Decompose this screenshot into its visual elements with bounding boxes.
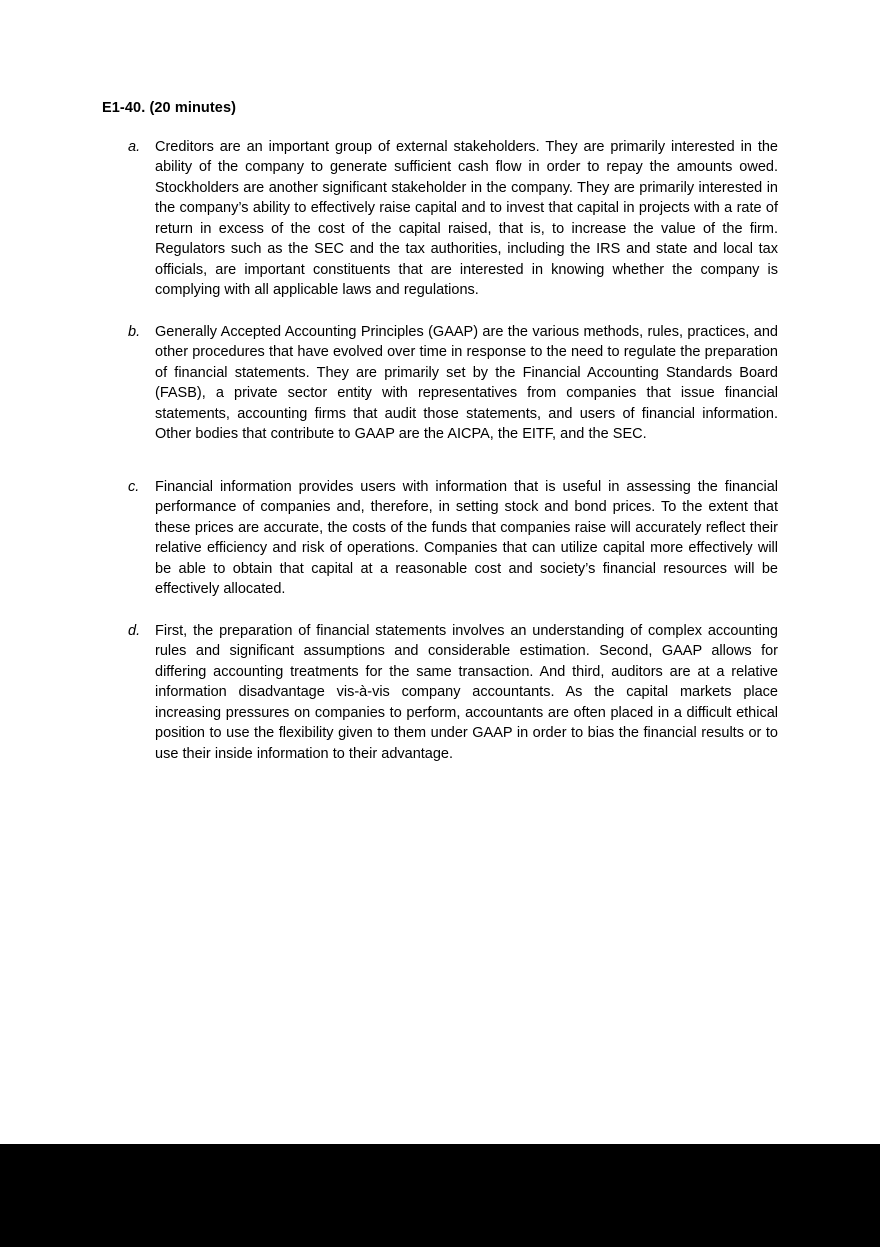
answer-item-d <box>128 621 778 765</box>
answer-text-c: Financial information provides users with information that is useful in assessing the financial performance of companies and, therefore, in setting stock and bond prices. To the extent that these prices are accurate, the costs of the funds that companies raise will accurately reflect their relative efficiency and risk of operations. Companies that can utilize capital more effectively will be able to obtain that capital at a reasonable cost and society’s financial resources will be effectively allocated. <box>155 478 778 597</box>
answer-list <box>102 137 778 765</box>
footer-black-bar <box>0 1144 880 1247</box>
answer-text-d: First, the preparation of financial statements involves an understanding of complex accounting rules and significant assumptions and considerable estimation. Second, GAAP allows for differing accounting treatments for the same transaction. And third, auditors are at a relative information disadvantage vis-à-vis company accountants. As the capital markets place increasing pressures on companies to perform, accountants are often placed in a difficult ethical position to use the flexibility given to them under GAAP in order to bias the financial results or to use their inside information to their advantage. <box>155 622 778 762</box>
answer-marker-b: b. <box>128 323 141 340</box>
answer-item-b <box>128 322 778 445</box>
answer-marker-c: c. <box>128 478 140 495</box>
exercise-heading: E1-40. (20 minutes) <box>102 100 237 116</box>
answer-marker-a: a. <box>128 138 141 155</box>
answer-text-b: Generally Accepted Accounting Principles (GAAP) are the various methods, rules, practices, and other procedures that have evolved over time in response to the need to regulate the preparation of financial statements. They are primarily set by the Financial Accounting Standards Board (FASB), a private sector entity with representatives from companies that issue financial statements, accounting firms that audit those statements, and users of financial information. Other bodies that contribute to GAAP are the AICPA, the EITF, and the SEC. <box>155 323 778 442</box>
answer-item-a <box>128 137 778 301</box>
answer-text-a: Creditors are an important group of external stakeholders. They are primarily interested in the ability of the company to generate sufficient cash flow in order to repay the amounts owed. Stockholders are another significant stakeholder in the company. They are primarily interested in the company’s ability to effectively raise capital and to invest that capital in projects with a rate of return in excess of the cost of the capital raised, that is, to increase the value of the firm. Regulators such as the SEC and the tax authorities, including the IRS and state and local tax officials, are important constituents that are interested in knowing whether the company is complying with all applicable laws and regulations. <box>155 138 778 298</box>
document-content <box>102 98 778 764</box>
answer-marker-d: d. <box>128 622 141 639</box>
answer-item-c <box>128 477 778 600</box>
